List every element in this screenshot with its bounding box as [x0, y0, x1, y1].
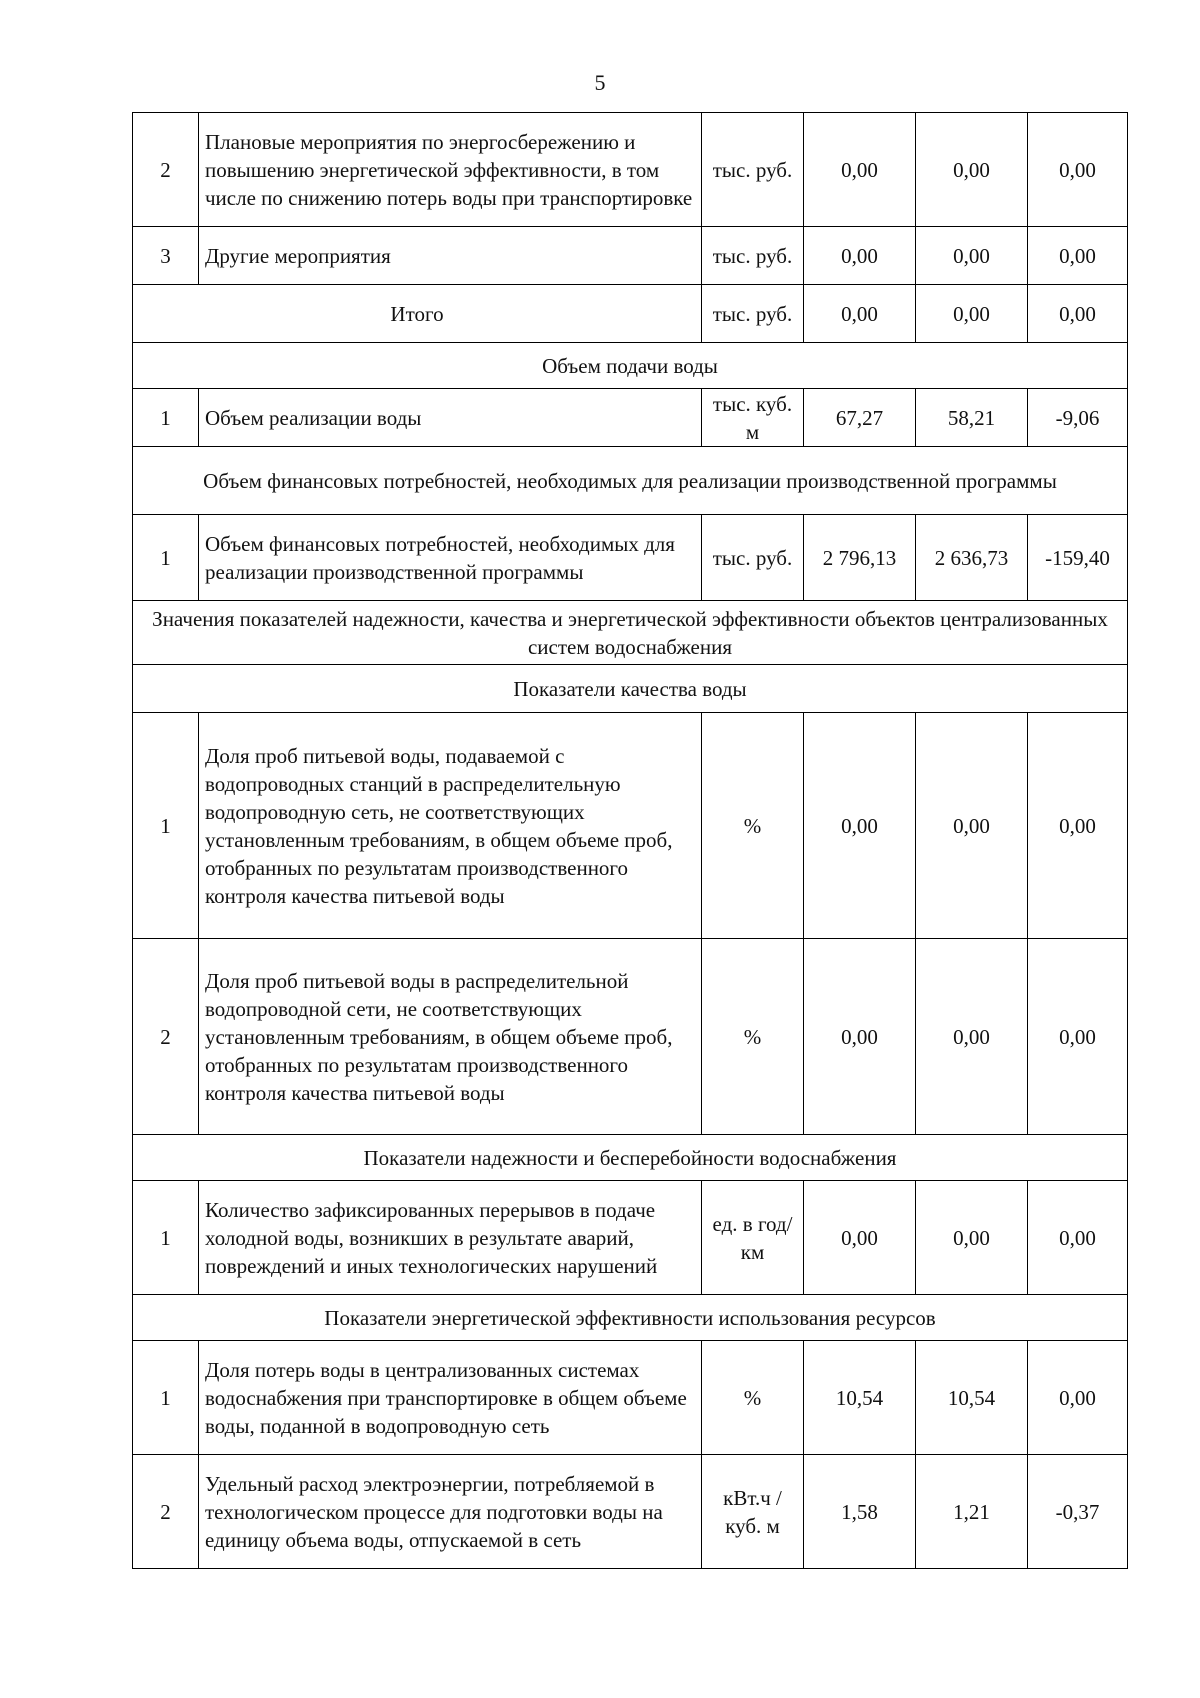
row-description: Доля проб питьевой воды в распределительной водопроводной сети, не соответствующих установленным требованиям, в общем объеме проб, отобранных по результатам производственного контроля качества питьевой воды: [199, 939, 702, 1135]
row-value-1: 0,00: [804, 227, 916, 285]
section-row: [133, 665, 1128, 713]
table-row: [133, 389, 1128, 447]
row-value-2: 0,00: [916, 713, 1028, 939]
section-heading: Значения показателей надежности, качества и энергетической эффективности объектов централизованных систем водоснабжения: [133, 601, 1128, 665]
row-value-1: 0,00: [804, 285, 916, 343]
table-row: [133, 713, 1128, 939]
table-row: [133, 515, 1128, 601]
row-description: Объем реализации воды: [199, 389, 702, 447]
row-value-3: 0,00: [1028, 285, 1128, 343]
row-unit: тыс. руб.: [702, 113, 804, 227]
row-number: 1: [133, 389, 199, 447]
row-description: Количество зафиксированных перерывов в подаче холодной воды, возникших в результате аварий, повреждений и иных технологических нарушений: [199, 1181, 702, 1295]
row-value-2: 0,00: [916, 285, 1028, 343]
row-value-1: 10,54: [804, 1341, 916, 1455]
section-row: [133, 343, 1128, 389]
row-value-3: 0,00: [1028, 1181, 1128, 1295]
section-heading: Объем подачи воды: [133, 343, 1128, 389]
row-value-2: 2 636,73: [916, 515, 1028, 601]
row-number: 1: [133, 515, 199, 601]
table-row: [133, 227, 1128, 285]
row-value-2: 0,00: [916, 939, 1028, 1135]
row-value-3: -159,40: [1028, 515, 1128, 601]
row-value-3: 0,00: [1028, 113, 1128, 227]
total-row: [133, 285, 1128, 343]
row-value-2: 58,21: [916, 389, 1028, 447]
row-value-1: 67,27: [804, 389, 916, 447]
row-value-3: -9,06: [1028, 389, 1128, 447]
row-value-2: 1,21: [916, 1455, 1028, 1569]
row-description: Другие мероприятия: [199, 227, 702, 285]
table-row: [133, 1341, 1128, 1455]
section-heading: Объем финансовых потребностей, необходимых для реализации производственной программы: [133, 447, 1128, 515]
section-row: [133, 1135, 1128, 1181]
row-value-2: 10,54: [916, 1341, 1028, 1455]
section-row: [133, 601, 1128, 665]
row-value-1: 1,58: [804, 1455, 916, 1569]
row-description: Объем финансовых потребностей, необходимых для реализации производственной программы: [199, 515, 702, 601]
row-description: Удельный расход электроэнергии, потребляемой в технологическом процессе для подготовки воды на единицу объема воды, отпускаемой в сеть: [199, 1455, 702, 1569]
table-row: [133, 939, 1128, 1135]
row-unit: %: [702, 713, 804, 939]
row-unit: %: [702, 939, 804, 1135]
row-unit: ед. в год/ км: [702, 1181, 804, 1295]
row-number: 2: [133, 113, 199, 227]
indicators-table: [132, 112, 1128, 1569]
section-heading: Показатели энергетической эффективности использования ресурсов: [133, 1295, 1128, 1341]
row-value-2: 0,00: [916, 1181, 1028, 1295]
row-unit: %: [702, 1341, 804, 1455]
row-value-1: 2 796,13: [804, 515, 916, 601]
section-row: [133, 1295, 1128, 1341]
row-description: Плановые мероприятия по энергосбережению и повышению энергетической эффективности, в том числе по снижению потерь воды при транспортировке: [199, 113, 702, 227]
row-value-3: 0,00: [1028, 227, 1128, 285]
row-number: 1: [133, 713, 199, 939]
row-value-1: 0,00: [804, 113, 916, 227]
row-value-3: -0,37: [1028, 1455, 1128, 1569]
row-number: 1: [133, 1181, 199, 1295]
row-description: Доля потерь воды в централизованных системах водоснабжения при транспортировке в общем объеме воды, поданной в водопроводную сеть: [199, 1341, 702, 1455]
row-value-1: 0,00: [804, 1181, 916, 1295]
section-heading: Показатели качества воды: [133, 665, 1128, 713]
row-unit: тыс. куб. м: [702, 389, 804, 447]
section-heading: Показатели надежности и бесперебойности водоснабжения: [133, 1135, 1128, 1181]
row-unit: кВт.ч / куб. м: [702, 1455, 804, 1569]
table-row: [133, 113, 1128, 227]
row-value-2: 0,00: [916, 113, 1028, 227]
total-label: Итого: [133, 285, 702, 343]
section-row: [133, 447, 1128, 515]
row-value-3: 0,00: [1028, 1341, 1128, 1455]
row-value-1: 0,00: [804, 713, 916, 939]
table-row: [133, 1455, 1128, 1569]
row-value-3: 0,00: [1028, 939, 1128, 1135]
row-value-2: 0,00: [916, 227, 1028, 285]
row-value-1: 0,00: [804, 939, 916, 1135]
row-number: 1: [133, 1341, 199, 1455]
row-description: Доля проб питьевой воды, подаваемой с водопроводных станций в распределительную водопроводную сеть, не соответствующих установленным требованиям, в общем объеме проб, отобранных по результатам производственного контроля качества питьевой воды: [199, 713, 702, 939]
table-row: [133, 1181, 1128, 1295]
row-number: 2: [133, 939, 199, 1135]
row-number: 2: [133, 1455, 199, 1569]
row-unit: тыс. руб.: [702, 285, 804, 343]
row-unit: тыс. руб.: [702, 515, 804, 601]
row-number: 3: [133, 227, 199, 285]
row-unit: тыс. руб.: [702, 227, 804, 285]
page-number: 5: [594, 70, 606, 95]
row-value-3: 0,00: [1028, 713, 1128, 939]
